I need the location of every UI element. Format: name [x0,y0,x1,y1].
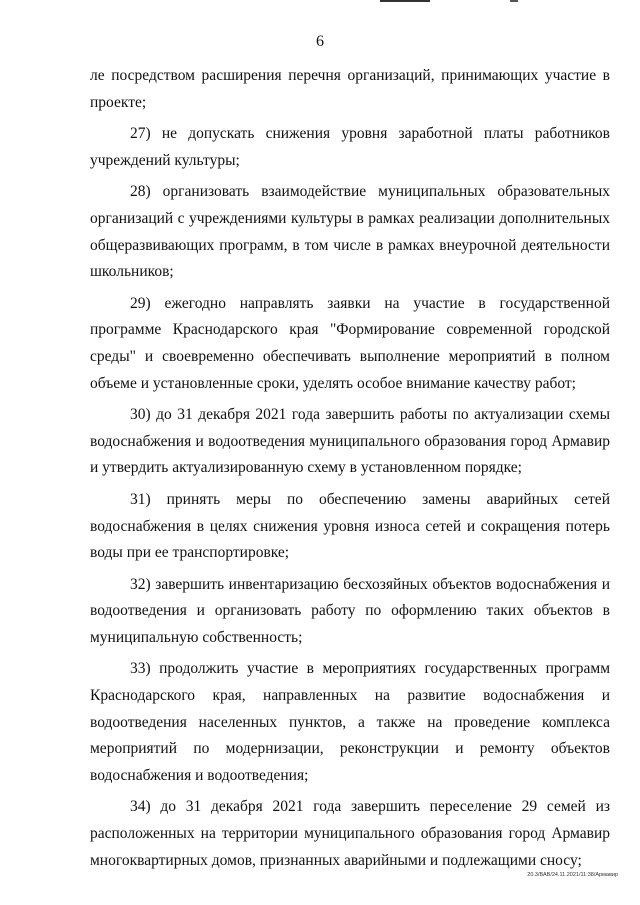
paragraph-item-33: 33) продолжить участие в мероприятиях государственных программ Краснодарского края, направленных на развитие водоснабжения и водоотведения населенных пунктов, а также на проведение комплекса мероприятий по модернизации, реконструкции и ремонту объектов водоснабжения и водоотведения; [90,660,610,784]
top-edge-marks [380,0,540,4]
paragraph-item-29: 29) ежегодно направлять заявки на участие в государственной программе Краснодарского края "Формирование современной городской среды" и своевременно обеспечивать выполнение мероприятий в полном объеме и установленные сроки, уделять особое внимание качеству работ; [90,294,610,392]
paragraph-item-34: 34) до 31 декабря 2021 года завершить переселение 29 семей из расположенных на территории муниципального образования город Армавир многоквартирных домов, признанных аварийными и подлежащими сносу; [90,798,610,869]
page-number: 6 [316,33,324,50]
footer-document-code: 20.3/ВАВ/24.11.2021/11:38/Армавир [527,872,618,878]
paragraph-item-27: 27) не допускать снижения уровня заработной платы работников учреждений культуры; [90,125,610,169]
paragraph-item-28: 28) организовать взаимодействие муниципальных образовательных организаций с учреждениями культуры в рамках реализации дополнительных общеразвивающих программ, в том числе в рамках внеурочной деятельности школьников; [90,183,610,281]
paragraph-item-31: 31) принять меры по обеспечению замены аварийных сетей водоснабжения в целях снижения уровня износа сетей и сокращения потерь воды при ее транспортировке; [90,490,610,562]
paragraph-continuation: ле посредством расширения перечня организаций, принимающих участие в проекте; [90,67,610,111]
paragraph-item-30: 30) до 31 декабря 2021 года завершить работы по актуализации схемы водоснабжения и водоотведения муниципального образования город Армавир и утвердить актуализированную схему в установленном порядке; [90,406,610,477]
top-edge-line [380,0,430,2]
paragraph-item-32: 32) завершить инвентаризацию бесхозяйных объектов водоснабжения и водоотведения и организовать работу по оформлению таких объектов в муниципальную собственность; [90,575,610,646]
document-body [90,63,610,879]
top-edge-tick [510,0,518,2]
